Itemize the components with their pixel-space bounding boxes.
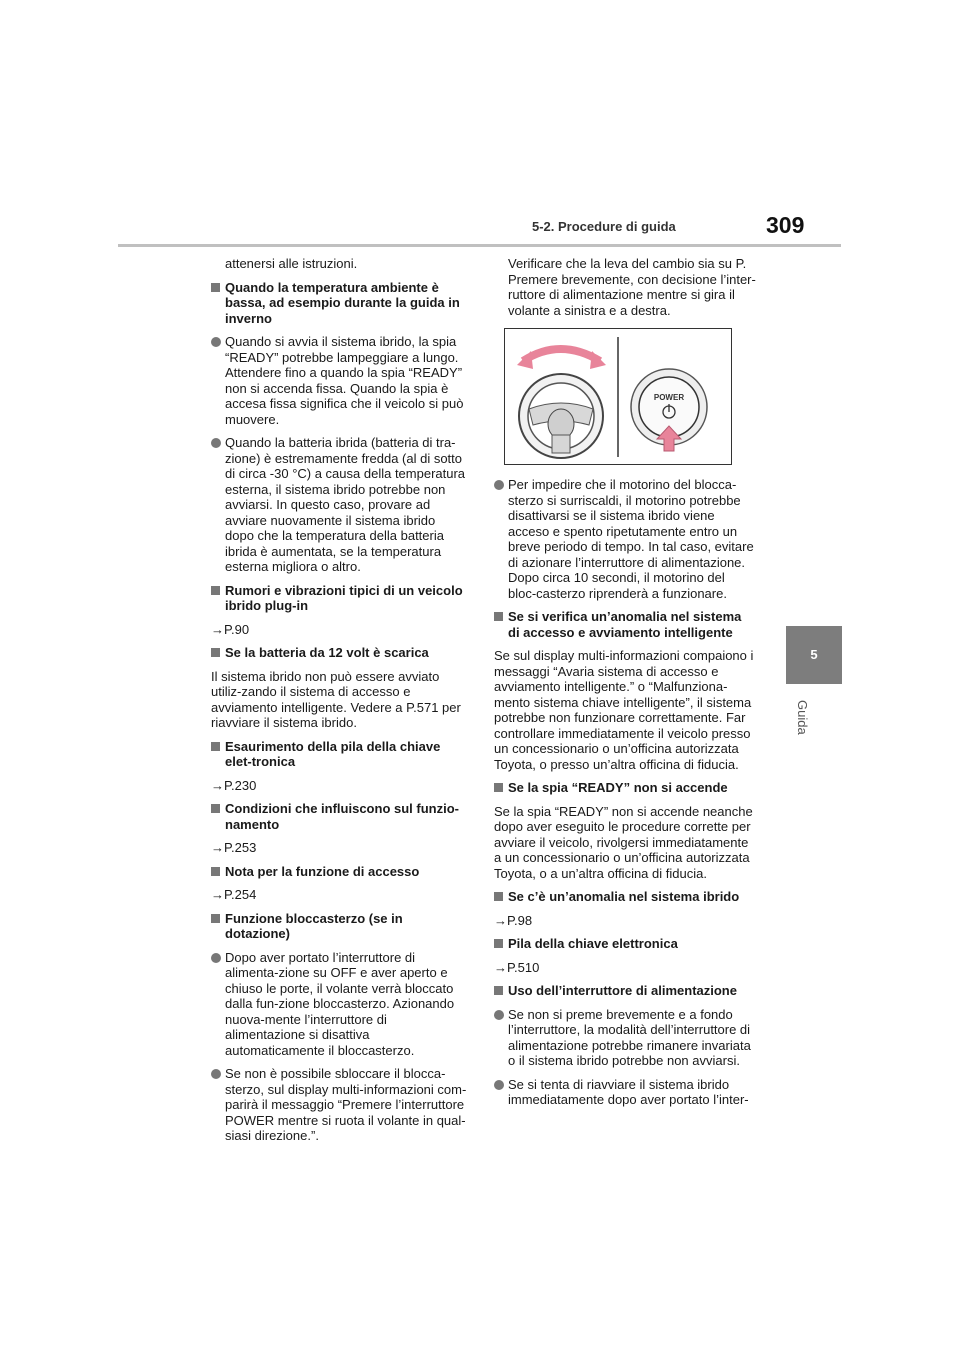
page-reference: →P.230 bbox=[211, 777, 257, 793]
page-reference: →P.253 bbox=[211, 840, 257, 855]
section-heading: Nota per la funzione di accesso bbox=[211, 864, 467, 880]
bullet-item: Dopo aver portato l’interruttore di alimenta-zione su OFF e aver aperto e chiuso le porte, il volante verrà bloccato dalla fun-zione bloccasterzo. Azionando nuova-mente l’interruttore di alimentazione si disattiva automaticamente il bloccasterzo. bbox=[211, 950, 467, 1059]
section-heading: Funzione bloccasterzo (se in dotazione) bbox=[211, 911, 467, 942]
chapter-label: Guida bbox=[795, 700, 810, 735]
paragraph: attenersi alle istruzioni. bbox=[225, 256, 358, 271]
page-reference: →P.254 bbox=[211, 887, 257, 902]
bullet-item: Quando la batteria ibrida (batteria di tra-zione) è estremamente fredda (al di sotto di circa -30 °C) a causa della temperatura esterna, il sistema ibrido potrebbe non avviarsi. In questo caso, provare ad avviare nuovamente il sistema ibrido dopo che la temperatura della batteria ibrida è aumentata, se la temperatura esterna migliora o altro. bbox=[211, 435, 467, 575]
bullet-item: Se non è possibile sbloccare il blocca-sterzo, sul display multi-informazioni com-parirà il messaggio “Premere l’interruttore POWER mentre si ruota il volante in qual-siasi direzione.”. bbox=[211, 1066, 467, 1144]
paragraph: Se la spia “READY” non si accende neanche dopo aver eseguito le procedure corrette per avviare il veicolo, rivolgersi immediatamente a un concessionario o un’officina autorizzata Toyota, o a un’altra officina di fiducia. bbox=[494, 803, 753, 881]
chapter-tab: 5 bbox=[786, 626, 842, 684]
illustration-svg bbox=[505, 329, 731, 464]
bullet-item: Quando si avvia il sistema ibrido, la spia “READY” potrebbe lampeggiare a lungo. Attendere fino a quando la spia “READY” non si accenda fissa. Quando la spia è accesa fissa significa che il veicolo si può muovere. bbox=[211, 334, 467, 427]
section-heading: Uso dell’interruttore di alimentazione bbox=[494, 983, 756, 999]
power-label: POWER bbox=[653, 393, 685, 402]
bullet-item: Per impedire che il motorino del blocca-sterzo si surriscaldi, il motorino potrebbe disattivarsi se il sistema ibrido viene acceso e spento ripetutamente entro un breve periodo di tempo. In tal caso, evitare di azionare l’interruttore di alimentazione. Dopo circa 10 secondi, il motorino del bloc-casterzo riprenderà a funzionare. bbox=[494, 477, 756, 601]
page-reference: →P.98 bbox=[494, 912, 533, 928]
page-reference: →P.510 bbox=[494, 959, 540, 975]
section-heading: Pila della chiave elettronica bbox=[494, 936, 756, 952]
paragraph: Se sul display multi-informazioni compaiono i messaggi “Avaria sistema di accesso e avviamento intelligente.” o “Malfunziona-mento sistema chiave intelligente”, il sistema potrebbe non funzionare correttamente. Far controllare immediatamente il veicolo presso un concessionario o un’officina autorizzata Toyota, o presso un’altra officina di fiducia. bbox=[494, 648, 754, 772]
section-title: 5-2. Procedure di guida bbox=[532, 219, 676, 234]
bullet-item: Se non si preme brevemente e a fondo l’interruttore, la modalità dell’interruttore di alimentazione potrebbe rimanere invariata o il sistema ibrido potrebbe non avviarsi. bbox=[494, 1007, 756, 1069]
section-heading: Rumori e vibrazioni tipici di un veicolo ibrido plug-in bbox=[211, 583, 467, 614]
steering-power-illustration bbox=[504, 328, 732, 465]
section-heading: Quando la temperatura ambiente è bassa, ad esempio durante la guida in inverno bbox=[211, 280, 467, 327]
rotation-arrow-icon bbox=[523, 349, 600, 361]
section-heading: Esaurimento della pila della chiave elet-tronica bbox=[211, 739, 467, 770]
section-heading: Se la spia “READY” non si accende bbox=[494, 780, 756, 796]
section-heading: Condizioni che influiscono sul funzio-namento bbox=[211, 801, 467, 832]
paragraph: Il sistema ibrido non può essere avviato utiliz-zando il sistema di accesso e avviamento intelligente. Vedere a P.571 per riavviare il sistema ibrido. bbox=[211, 668, 461, 730]
paragraph: Verificare che la leva del cambio sia su P. Premere brevemente, con decisione l’inter-ruttore di alimentazione mentre si gira il volante a sinistra e a destra. bbox=[508, 256, 756, 318]
page-reference: →P.90 bbox=[211, 621, 250, 637]
bullet-item: Se si tenta di riavviare il sistema ibrido immediatamente dopo aver portato l’inter- bbox=[494, 1077, 756, 1108]
header-divider bbox=[118, 244, 841, 247]
page-number: 309 bbox=[766, 212, 805, 238]
section-heading: Se si verifica un’anomalia nel sistema di accesso e avviamento intelligente bbox=[494, 609, 756, 640]
section-heading: Se c’è un’anomalia nel sistema ibrido bbox=[494, 889, 756, 905]
left-column bbox=[211, 256, 467, 1152]
right-column bbox=[494, 256, 756, 1116]
section-heading: Se la batteria da 12 volt è scarica bbox=[211, 645, 467, 661]
